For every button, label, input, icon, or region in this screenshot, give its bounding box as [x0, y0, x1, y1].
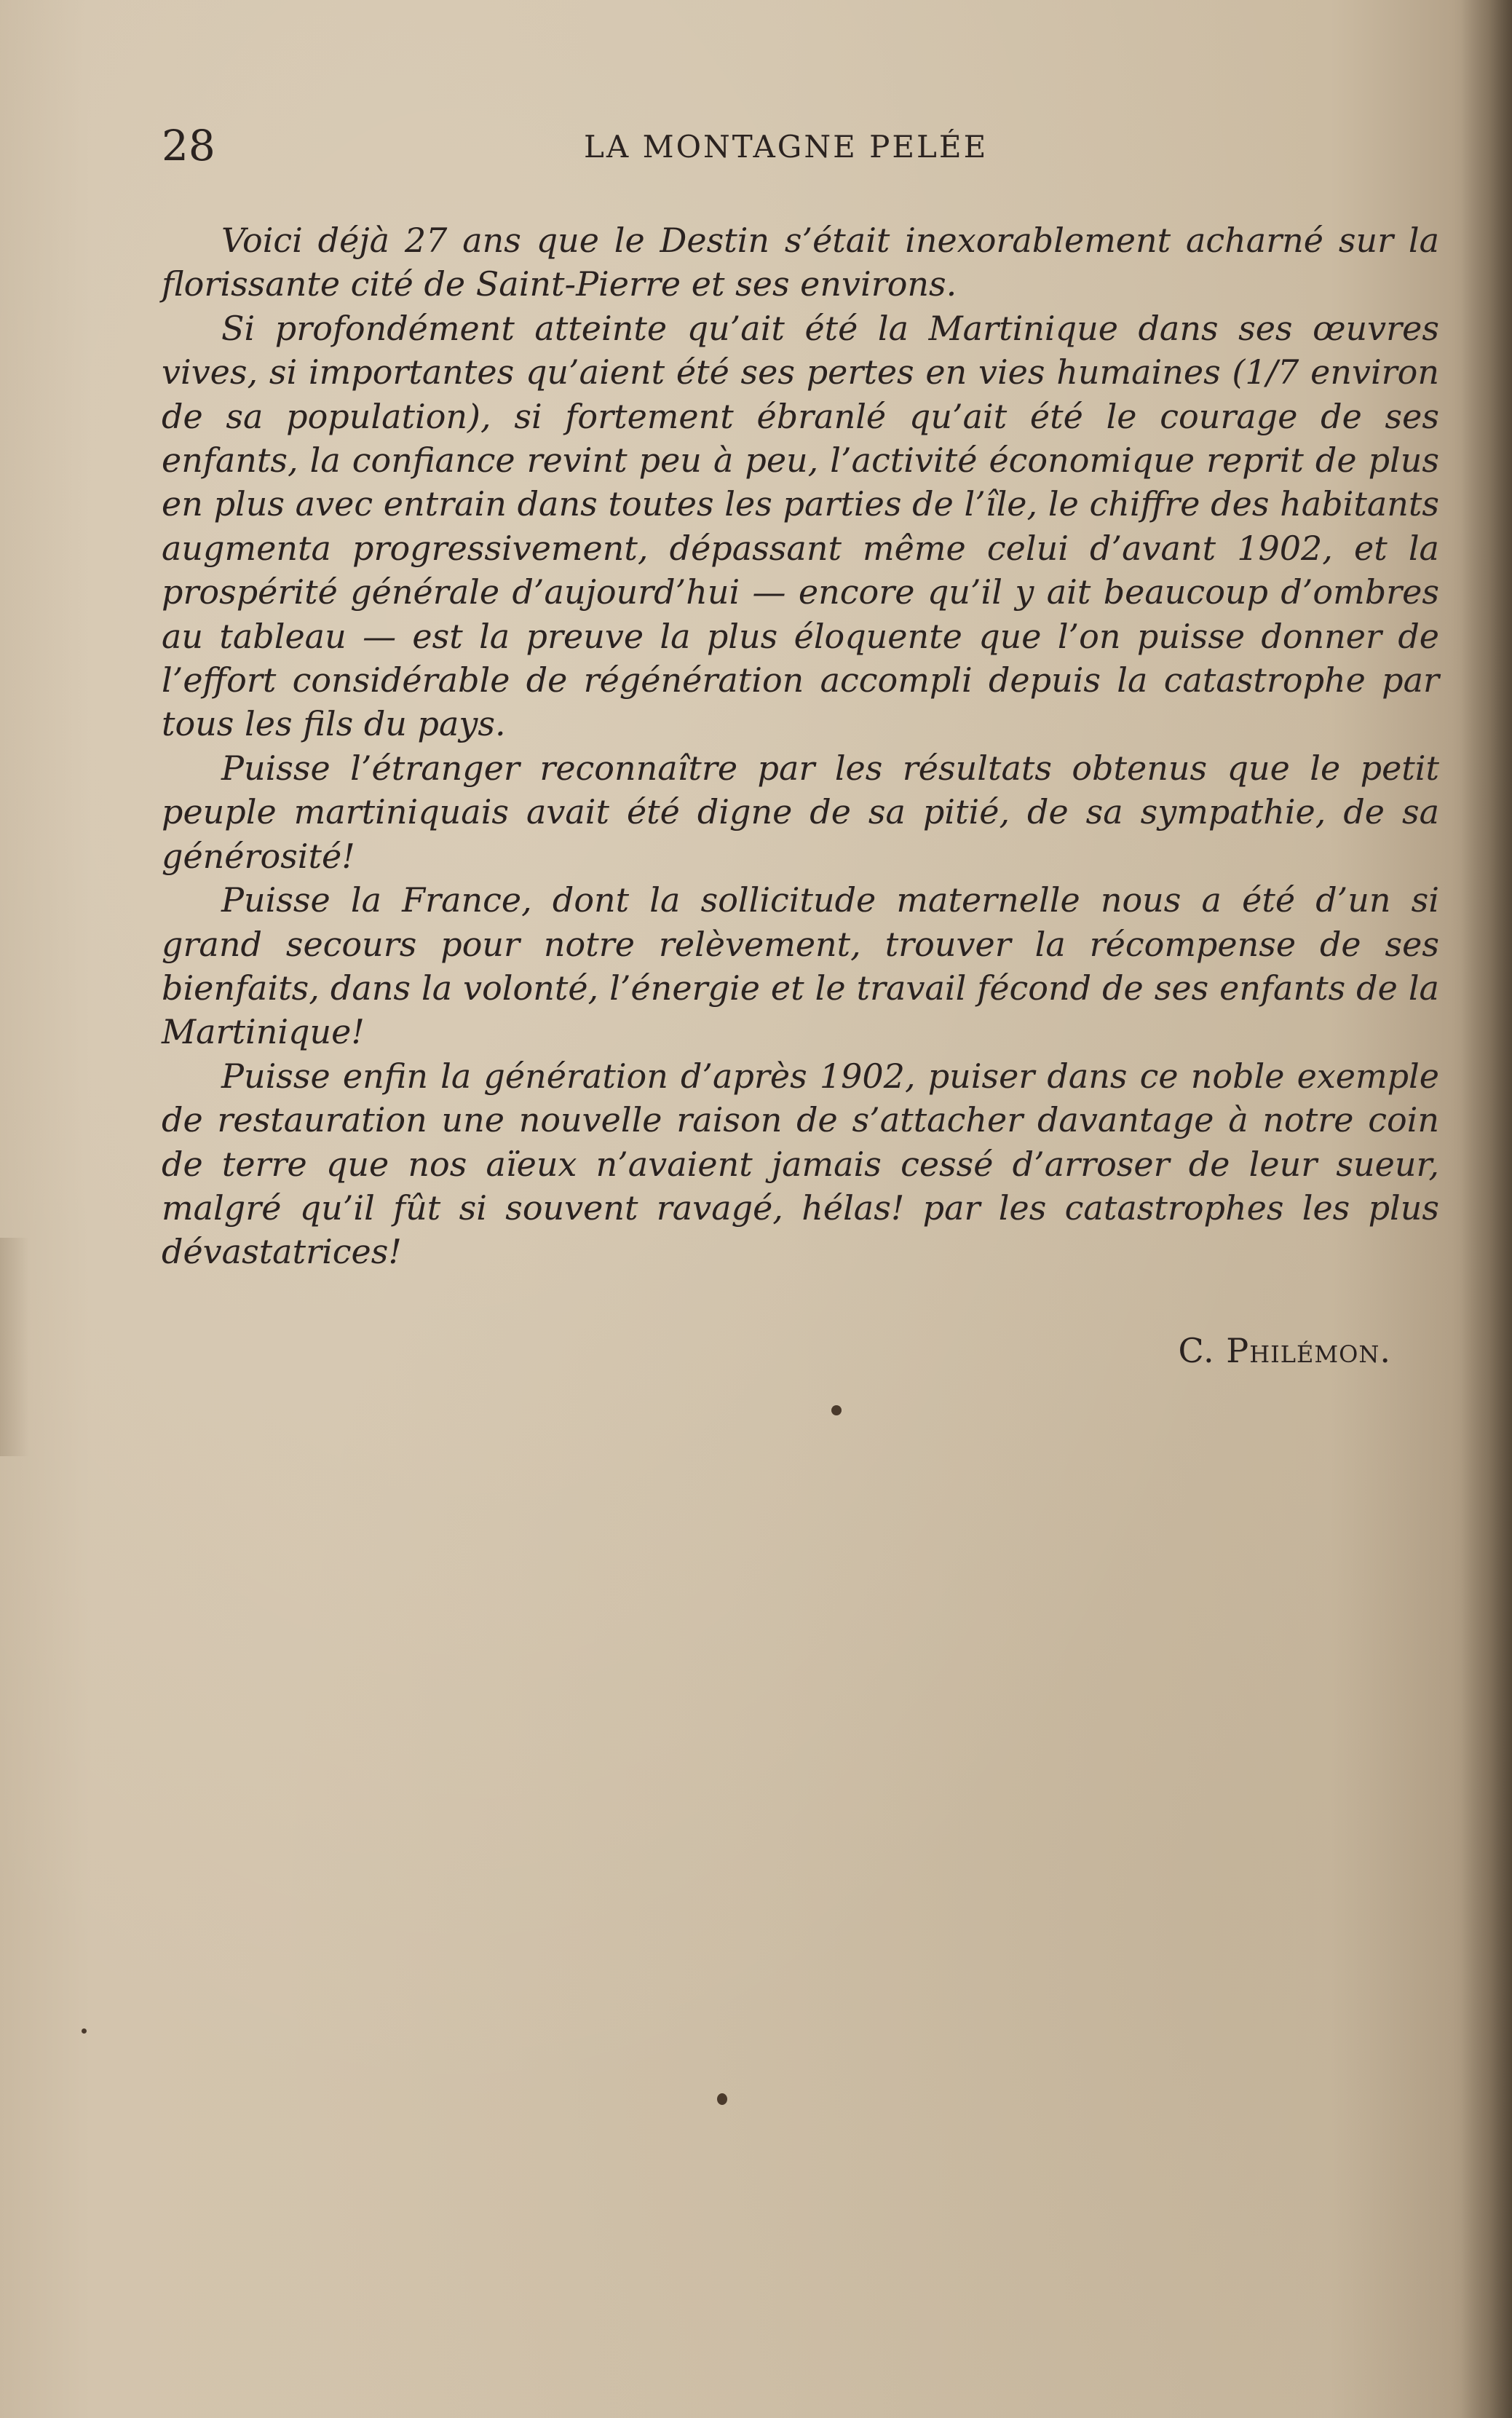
paragraph: Puisse l’étranger reconnaître par les résultats obtenus que le petit peuple martiniquais avait été digne de sa pitié, de sa sympathie, de sa générosité!	[162, 748, 1439, 876]
page-header	[162, 122, 1439, 173]
paper-speck	[831, 1405, 842, 1415]
paragraph: Puisse enfin la génération d’après 1902, puiser dans ce noble exemple de restauration une nouvelle raison de s’attacher davantage à notre coin de terre que nos aïeux n’avaient jamais cessé d’arroser de leur sueur, malgré qu’il fût si souvent ravagé, hélas! par les catastrophes les plus dévastatrices!	[162, 1056, 1439, 1272]
page-number: 28	[162, 121, 215, 170]
paragraph: Puisse la France, dont la sollicitude maternelle nous a été d’un si grand secours pour notre relèvement, trouver la récompense de ses bienfaits, dans la volonté, l’énergie et le travail fécond de ses enfants de la Martinique!	[162, 880, 1439, 1052]
paper-stain	[0, 1238, 29, 1456]
body-text	[162, 218, 1439, 1274]
paragraph: Voici déjà 27 ans que le Destin s’était inexorablement acharné sur la florissante cité de Saint-Pierre et ses environs.	[162, 221, 1439, 304]
paper-speck	[717, 2093, 727, 2105]
author-signature	[1178, 1331, 1391, 1370]
running-title: LA MONTAGNE PELÉE	[584, 129, 989, 165]
page-edge-shadow	[1461, 0, 1512, 2418]
paper-speck	[82, 2028, 87, 2034]
signature-name: Philémon.	[1226, 1331, 1391, 1370]
paragraph: Si profondément atteinte qu’ait été la Martinique dans ses œuvres vives, si importantes qu’aient été ses pertes en vies humaines (1/7 environ de sa population), si fortement ébranlé qu’ait été le courage de ses enfants, la confiance revint peu à peu, l’activité économique reprit de plus en plus avec entrain dans toutes les parties de l’île, le chiffre des habitants augmenta progressivement, dépassant même celui d’avant 1902, et la prospérité générale d’aujourd’hui — encore qu’il y ait beaucoup d’ombres au tableau — est la preuve la plus éloquente que l’on puisse donner de l’effort considérable de régénération accompli depuis la catastrophe par tous les fils du pays.	[162, 308, 1439, 744]
signature-initial: C.	[1178, 1331, 1215, 1370]
